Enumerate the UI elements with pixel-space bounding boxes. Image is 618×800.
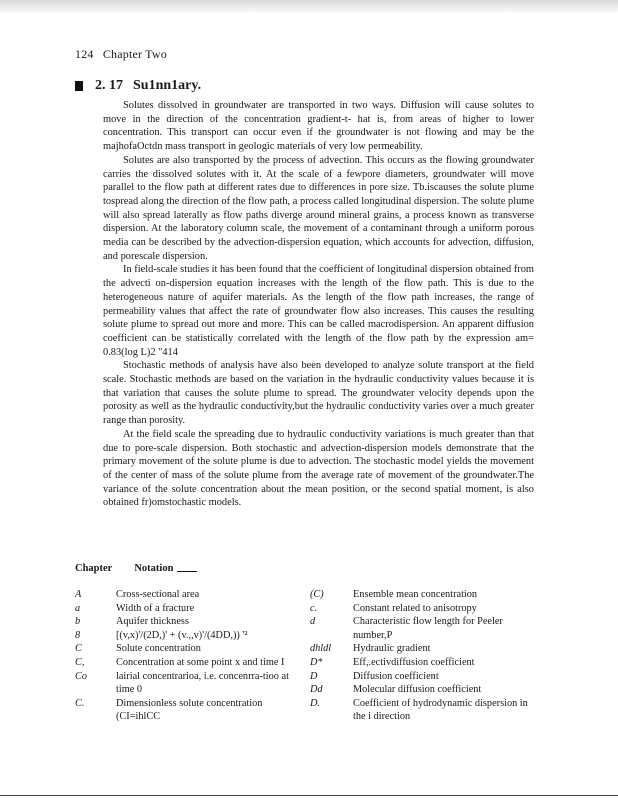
notation-description: Width of a fracture [116, 602, 195, 614]
notation-symbol: Dd [310, 684, 323, 696]
notation-list-left [75, 588, 290, 724]
notation-symbol: D [310, 670, 318, 682]
notation-row [75, 602, 290, 616]
notation-symbol: A [75, 589, 82, 600]
running-head [75, 47, 167, 62]
section-title: Su1nn1ary. [133, 78, 202, 93]
notation-row [310, 683, 540, 697]
scan-top-shadow [0, 0, 618, 14]
notation-row [310, 588, 540, 602]
summary-body [103, 99, 534, 510]
notation-symbol: C. [75, 697, 85, 709]
paragraph: In field-scale studies it has been found that the coefficient of longitudinal dispersion obtained from the advecti on-dispersion equation increases with the length of the flow path. This is due to the heterogeneous nature of aquifer materials. As the length of the flow path increases, the range of permeability values that affect the rate of groundwater flow also increases. This causes the resulting solute plume to spread out more and more. This can be called macrodispersion. An apparent diffusion coefficient can be statistically correlated with the length of the flow path by the expression am= 0.83(log L)2 "414 [103, 264, 534, 358]
chapter-label: Chapter Two [102, 47, 167, 61]
notation-row [75, 629, 290, 643]
notation-row [310, 697, 540, 724]
notation-description: [(v,x)'/(2D,)' + (v.,,v)'/(4DD,)) '² [116, 629, 248, 641]
notation-row [310, 656, 540, 670]
notation-row [310, 602, 540, 616]
notation-row [75, 697, 290, 724]
notation-rule [177, 571, 197, 572]
notation-description: Solute concentration [116, 643, 201, 655]
notation-row [75, 670, 290, 697]
notation-description: Cross-sectional area [116, 589, 200, 600]
section-heading [75, 78, 201, 94]
notation-description: lairial concentrarioa, i.e. concenrra-tioo at time 0 [116, 670, 289, 696]
notation-description: Dimensionless solute concentration (CI=ihlCC [116, 697, 263, 723]
notation-symbol: C, [75, 656, 85, 668]
notation-row [310, 670, 540, 684]
notation-symbol: (C) [310, 589, 324, 600]
notation-symbol: D* [310, 656, 323, 668]
notation-symbol: c. [310, 602, 318, 614]
notation-symbol: C [75, 643, 82, 655]
notation-symbol: Co [75, 670, 88, 682]
section-marker-icon [75, 81, 83, 91]
page-bottom-rule [0, 795, 618, 796]
notation-row [75, 615, 290, 629]
notation-description: Coefficient of hydrodynamic dispersion in the i direction [353, 697, 528, 723]
notation-description: Aquifer thickness [116, 616, 189, 628]
notation-list-right [310, 588, 540, 724]
notation-description: Molecular diffusion coefficient [353, 684, 482, 696]
notation-description: Constant related to anisotropy [353, 602, 477, 614]
notation-heading [75, 563, 197, 574]
notation-description: Diffusion coefficient [353, 670, 439, 682]
notation-description: Concentration at some point x and time I [116, 656, 285, 668]
notation-title: Notation [134, 563, 174, 574]
notation-symbol: D. [310, 697, 321, 709]
paragraph: Stochastic methods of analysis have also been developed to analyze solute transport at the field scale. Stochastic methods are based on the variation in the hydraulic conductivity values because it is that variation that causes the solute plume to spread. The groundwater velocity depends upon the porosity as well as the hydraulic conductivity,but the hydraulic conductivity varies over a much greater range than porosity. [103, 360, 534, 427]
notation-symbol: 8 [75, 629, 81, 641]
notation-row [75, 588, 290, 602]
notation-row [75, 656, 290, 670]
notation-symbol: dhldl [310, 643, 332, 655]
notation-chapter-label: Chapter [75, 563, 113, 574]
notation-row [310, 642, 540, 656]
page-number: 124 [75, 47, 94, 61]
notation-description: Characteristic flow length for Peeler number,P [353, 616, 503, 641]
paragraph: Solutes are also transported by the process of advection. This occurs as the flowing groundwater carries the dissolved solutes with it. At the scale of a fewpore diameters, groundwater will move parallel to the flow path at different rates due to differences in pore size. Tb.iscauses the solute plume tospread along the direction of the flow path, a process called longitudinal dispersion. The solute plume will also spread laterally as flow paths diverge around mineral grains, a process known as transverse dispersion. At the laboratory column scale, the movement of a contaminant through a uniform porous media can be described by the advection-dispersion equation, which accounts for advection, diffusion, and porescale dispersion. [103, 154, 534, 262]
notation-symbol: d [310, 616, 316, 628]
notation-description: Ensemble mean concentration [353, 589, 478, 600]
notation-row [310, 615, 540, 642]
paragraph: Solutes dissolved in groundwater are transported in two ways. Diffusion will cause solutes to move in the direction of the concentration gradient-t- hat is, from areas of higher to lower concentration. This transport can occur even if the groundwater is not flowing and may be the majhofaOctdn mass transport in geologic materials of very low permeability. [103, 100, 534, 153]
notation-symbol: b [75, 616, 81, 628]
section-number: 2. 17 [95, 78, 123, 93]
notation-description: Eff,.ectivdiffusion coefficient [353, 656, 475, 668]
paragraph: At the field scale the spreading due to hydraulic conductivity variations is much greater than that due to pore-scale dispersion. Both stochastic and advection-dispersion models demonstrate that the primary movement of the solute plume is due to advection. The stochastic model yields the movement of the center of mass of the solute plume from the average rate of movement of the groundwater.The variance of the solute concentration about the mean position, or the second spatial moment, is also obtained fr)omstochastic models. [103, 428, 534, 509]
notation-symbol: a [75, 602, 81, 614]
notation-row [75, 642, 290, 656]
notation-description: Hydraulic gradient [353, 643, 431, 655]
